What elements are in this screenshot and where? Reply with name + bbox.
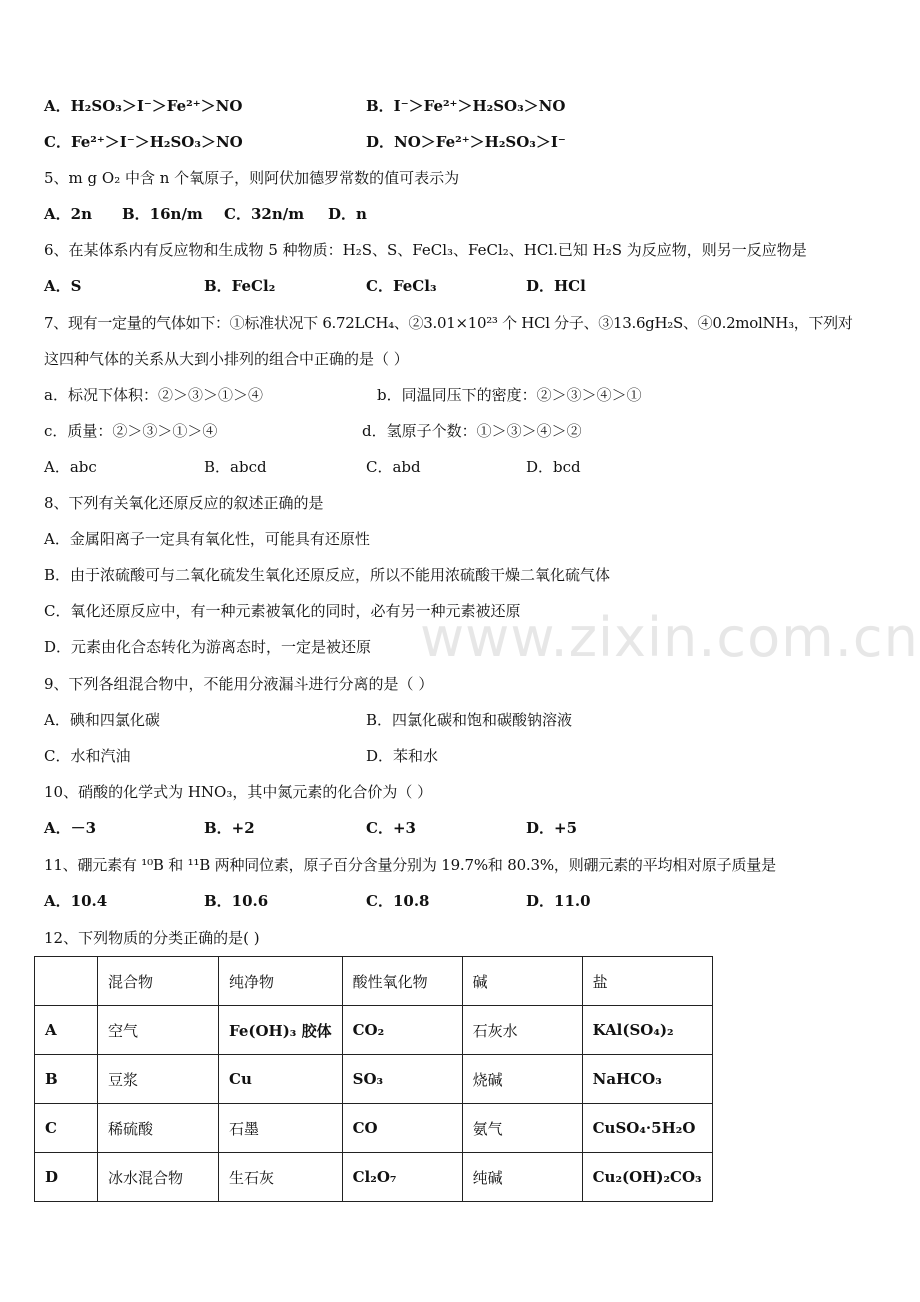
q4-option-a: A．H₂SO₃＞I⁻＞Fe²⁺＞NO <box>44 97 243 115</box>
q11-option-d: D．11.0 <box>526 892 591 910</box>
q6-option-a: A．S <box>44 277 82 295</box>
table-cell: KAl(SO₄)₂ <box>582 1006 712 1055</box>
q4-option-d: D．NO＞Fe²⁺＞H₂SO₃＞I⁻ <box>366 133 566 151</box>
table-cell: CO <box>342 1104 462 1153</box>
q5-stem: 5、m g O₂ 中含 n 个氧原子，则阿伏加德罗常数的值可表示为 <box>44 169 460 187</box>
q8-option-c: C．氧化还原反应中，有一种元素被氧化的同时，必有另一种元素被还原 <box>44 602 521 620</box>
table-row <box>35 1104 713 1153</box>
q8-option-b: B．由于浓硫酸可与二氧化硫发生氧化还原反应，所以不能用浓硫酸干燥二氧化硫气体 <box>44 566 611 584</box>
q9-option-d: D．苯和水 <box>366 747 439 765</box>
table-cell: 纯碱 <box>462 1153 582 1202</box>
q7-statement-a: a．标况下体积：②＞③＞①＞④ <box>44 386 263 404</box>
q6-stem: 6、在某体系内有反应物和生成物 5 种物质：H₂S、S、FeCl₃、FeCl₂、HCl.已知 H₂S 为反应物，则另一反应物是 <box>44 241 807 259</box>
q10-option-a: A．－3 <box>44 819 97 837</box>
q11-option-b: B．10.6 <box>204 892 269 910</box>
q4-option-b: B．I⁻＞Fe²⁺＞H₂SO₃＞NO <box>366 97 566 115</box>
q10-option-c: C．+3 <box>366 819 416 837</box>
table-cell: C <box>35 1104 98 1153</box>
table-cell: 豆浆 <box>98 1055 219 1104</box>
q10-option-d: D．+5 <box>526 819 578 837</box>
table-cell: SO₃ <box>342 1055 462 1104</box>
q9-option-c: C．水和汽油 <box>44 747 131 765</box>
q7-option-a: A．abc <box>44 458 97 476</box>
table-header-cell: 酸性氧化物 <box>342 957 462 1006</box>
q6-option-d: D．HCl <box>526 277 586 295</box>
q5-option-d: D．n <box>328 205 367 223</box>
table-cell: Cl₂O₇ <box>342 1153 462 1202</box>
table-cell: Cu <box>219 1055 343 1104</box>
table-cell: 稀硫酸 <box>98 1104 219 1153</box>
q9-option-a: A．碘和四氯化碳 <box>44 711 160 729</box>
table-row <box>35 1006 713 1055</box>
q12-stem: 12、下列物质的分类正确的是( ) <box>44 929 260 947</box>
table-header-cell: 碱 <box>462 957 582 1006</box>
q4-option-c: C．Fe²⁺＞I⁻＞H₂SO₃＞NO <box>44 133 243 151</box>
table-cell: Fe(OH)₃ 胶体 <box>219 1006 343 1055</box>
q8-stem: 8、下列有关氧化还原反应的叙述正确的是 <box>44 494 324 512</box>
q7-stem-line1: 7、现有一定量的气体如下：①标准状况下 6.72LCH₄、②3.01×10²³ 个 HCl 分子、③13.6gH₂S、④0.2molNH₃，下列对 <box>44 314 853 332</box>
q9-option-b: B．四氯化碳和饱和碳酸钠溶液 <box>366 711 573 729</box>
q7-option-b: B．abcd <box>204 458 267 476</box>
table-cell: CuSO₄·5H₂O <box>582 1104 712 1153</box>
q8-option-d: D．元素由化合态转化为游离态时，一定是被还原 <box>44 638 372 656</box>
table-cell: 空气 <box>98 1006 219 1055</box>
table-row <box>35 1055 713 1104</box>
q11-option-c: C．10.8 <box>366 892 430 910</box>
table-row <box>35 1153 713 1202</box>
q7-statement-d: d．氢原子个数：①＞③＞④＞② <box>362 422 582 440</box>
q7-statement-b: b．同温同压下的密度：②＞③＞④＞① <box>377 386 642 404</box>
q6-option-c: C．FeCl₃ <box>366 277 437 295</box>
table-cell: 烧碱 <box>462 1055 582 1104</box>
q5-option-c: C．32n/m <box>224 205 305 223</box>
q5-option-a: A．2n <box>44 205 92 223</box>
q7-stem-line2: 这四种气体的关系从大到小排列的组合中正确的是（ ） <box>44 350 409 368</box>
table-cell: 氨气 <box>462 1104 582 1153</box>
table-cell: 生石灰 <box>219 1153 343 1202</box>
table-header-cell: 盐 <box>582 957 712 1006</box>
q7-option-c: C．abd <box>366 458 421 476</box>
table-cell: A <box>35 1006 98 1055</box>
q11-stem: 11、硼元素有 ¹⁰B 和 ¹¹B 两种同位素，原子百分含量分别为 19.7%和 80.3%，则硼元素的平均相对原子质量是 <box>44 856 776 874</box>
q8-option-a: A．金属阳离子一定具有氧化性，可能具有还原性 <box>44 530 370 548</box>
table-cell: 冰水混合物 <box>98 1153 219 1202</box>
q5-option-b: B．16n/m <box>122 205 203 223</box>
q10-option-b: B．+2 <box>204 819 255 837</box>
q9-stem: 9、下列各组混合物中，不能用分液漏斗进行分离的是（ ） <box>44 675 434 693</box>
table-header-cell: 纯净物 <box>219 957 343 1006</box>
q7-statement-c: c．质量：②＞③＞①＞④ <box>44 422 218 440</box>
table-cell: B <box>35 1055 98 1104</box>
q6-option-b: B．FeCl₂ <box>204 277 276 295</box>
table-cell: 石墨 <box>219 1104 343 1153</box>
table-cell: CO₂ <box>342 1006 462 1055</box>
table-cell: NaHCO₃ <box>582 1055 712 1104</box>
table-cell: D <box>35 1153 98 1202</box>
table-cell: Cu₂(OH)₂CO₃ <box>582 1153 712 1202</box>
table-header-cell <box>35 957 98 1006</box>
table-header-cell: 混合物 <box>98 957 219 1006</box>
q11-option-a: A．10.4 <box>44 892 108 910</box>
classification-table <box>34 956 713 1202</box>
q7-option-d: D．bcd <box>526 458 581 476</box>
watermark: www.zixin.com.cn <box>420 606 919 669</box>
table-cell: 石灰水 <box>462 1006 582 1055</box>
table-header-row <box>35 957 713 1006</box>
q10-stem: 10、硝酸的化学式为 HNO₃，其中氮元素的化合价为（ ） <box>44 783 433 801</box>
